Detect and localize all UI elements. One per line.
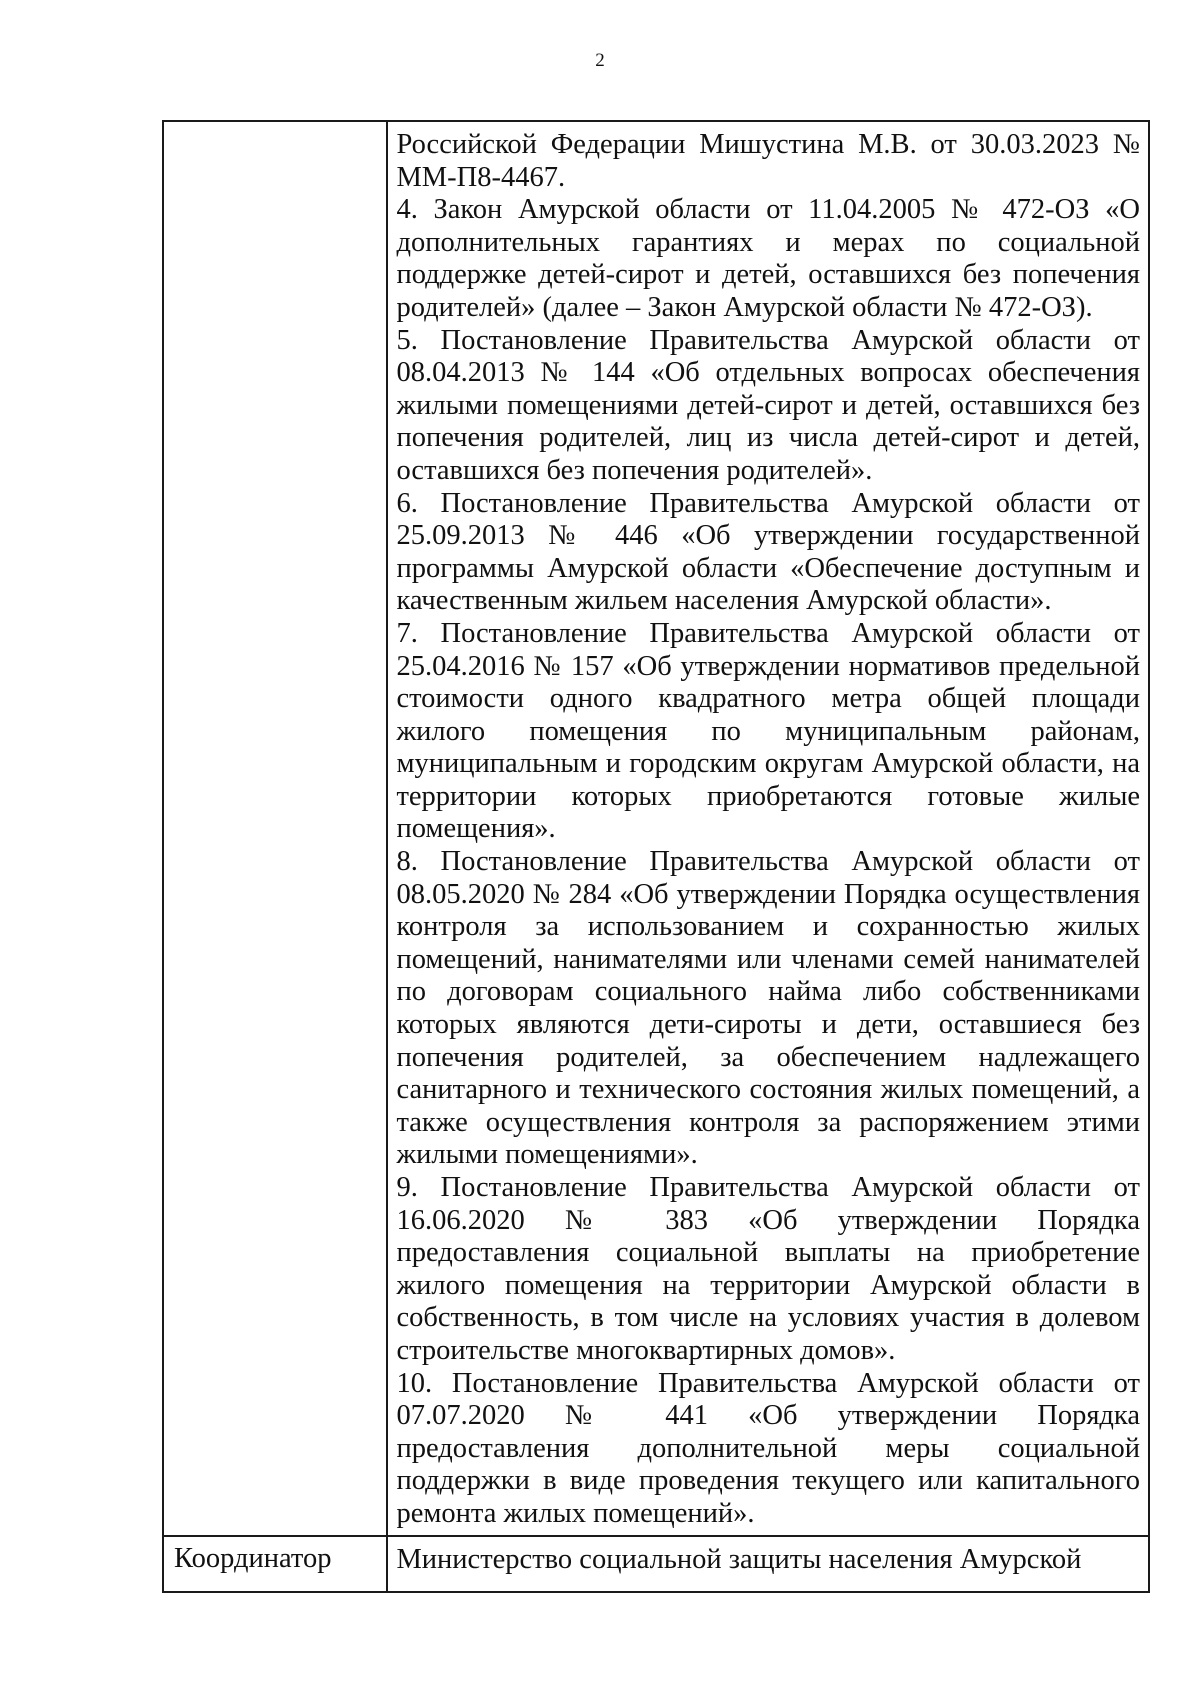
- table-cell-content: [387, 121, 1149, 1536]
- list-item: 7. Постановление Правительства Амурской области от 25.04.2016 № 157 «Об утверждении нормативов предельной стоимости одного квадратного метра общей площади жилого помещения по муниципальным районам, муниципальным и городским округам Амурской области, на территории которых приобретаются готовые жилые помещения».: [396, 617, 1140, 845]
- list-item: 10. Постановление Правительства Амурской области от 07.07.2020 № 441 «Об утверждении Порядка предоставления дополнительной меры социальной поддержки в виде проведения текущего или капитального ремонта жилых помещений».: [396, 1367, 1140, 1529]
- list-item: 4. Закон Амурской области от 11.04.2005 № 472-ОЗ «О дополнительных гарантиях и мерах по социальной поддержке детей-сирот и детей, оставшихся без попечения родителей» (далее – Закон Амурской области № 472-ОЗ).: [396, 194, 1140, 323]
- list-item: 9. Постановление Правительства Амурской области от 16.06.2020 № 383 «Об утверждении Порядка предоставления социальной выплаты на приобретение жилого помещения на территории Амурской области в собственность, в том числе на условиях участия в долевом строительстве многоквартирных домов».: [396, 1172, 1140, 1366]
- table-cell-content: [387, 1536, 1149, 1592]
- coordinator-value: Министерство социальной защиты населения Амурской: [396, 1543, 1082, 1575]
- table-row: [163, 121, 1149, 1536]
- list-item: 5. Постановление Правительства Амурской области от 08.04.2013 № 144 «Об отдельных вопросах обеспечения жилыми помещениями детей-сирот и детей, оставшихся без попечения родителей, лиц из числа детей-сирот и детей, оставшихся без попечения родителей».: [396, 324, 1140, 486]
- table-cell-label: [163, 1536, 387, 1592]
- list-item: 6. Постановление Правительства Амурской области от 25.09.2013 № 446 «Об утверждении государственной программы Амурской области «Обеспечение доступным и качественным жильем населения Амурской области».: [396, 487, 1140, 617]
- table-cell-label: [163, 121, 387, 1536]
- table-row: [163, 1536, 1149, 1592]
- page-number: 2: [595, 50, 605, 71]
- program-passport-table: [162, 120, 1150, 1593]
- legal-basis-list: [388, 122, 1148, 1535]
- list-item: Российской Федерации Мишустина М.В. от 30.03.2023 № ММ-П8-4467.: [396, 129, 1140, 193]
- row-label: [164, 122, 386, 132]
- list-item: 8. Постановление Правительства Амурской области от 08.05.2020 № 284 «Об утверждении Порядка осуществления контроля за использованием и сохранностью жилых помещений, нанимателями или членами семей нанимателей по договорам социального найма либо собственниками которых являются дети-сироты и дети, оставшиеся без попечения родителей, за обеспечением надлежащего санитарного и технического состояния жилых помещений, а также осуществления контроля за распоряжением этими жилыми помещениями».: [396, 846, 1140, 1171]
- coordinator-label: Координатор: [174, 1542, 332, 1574]
